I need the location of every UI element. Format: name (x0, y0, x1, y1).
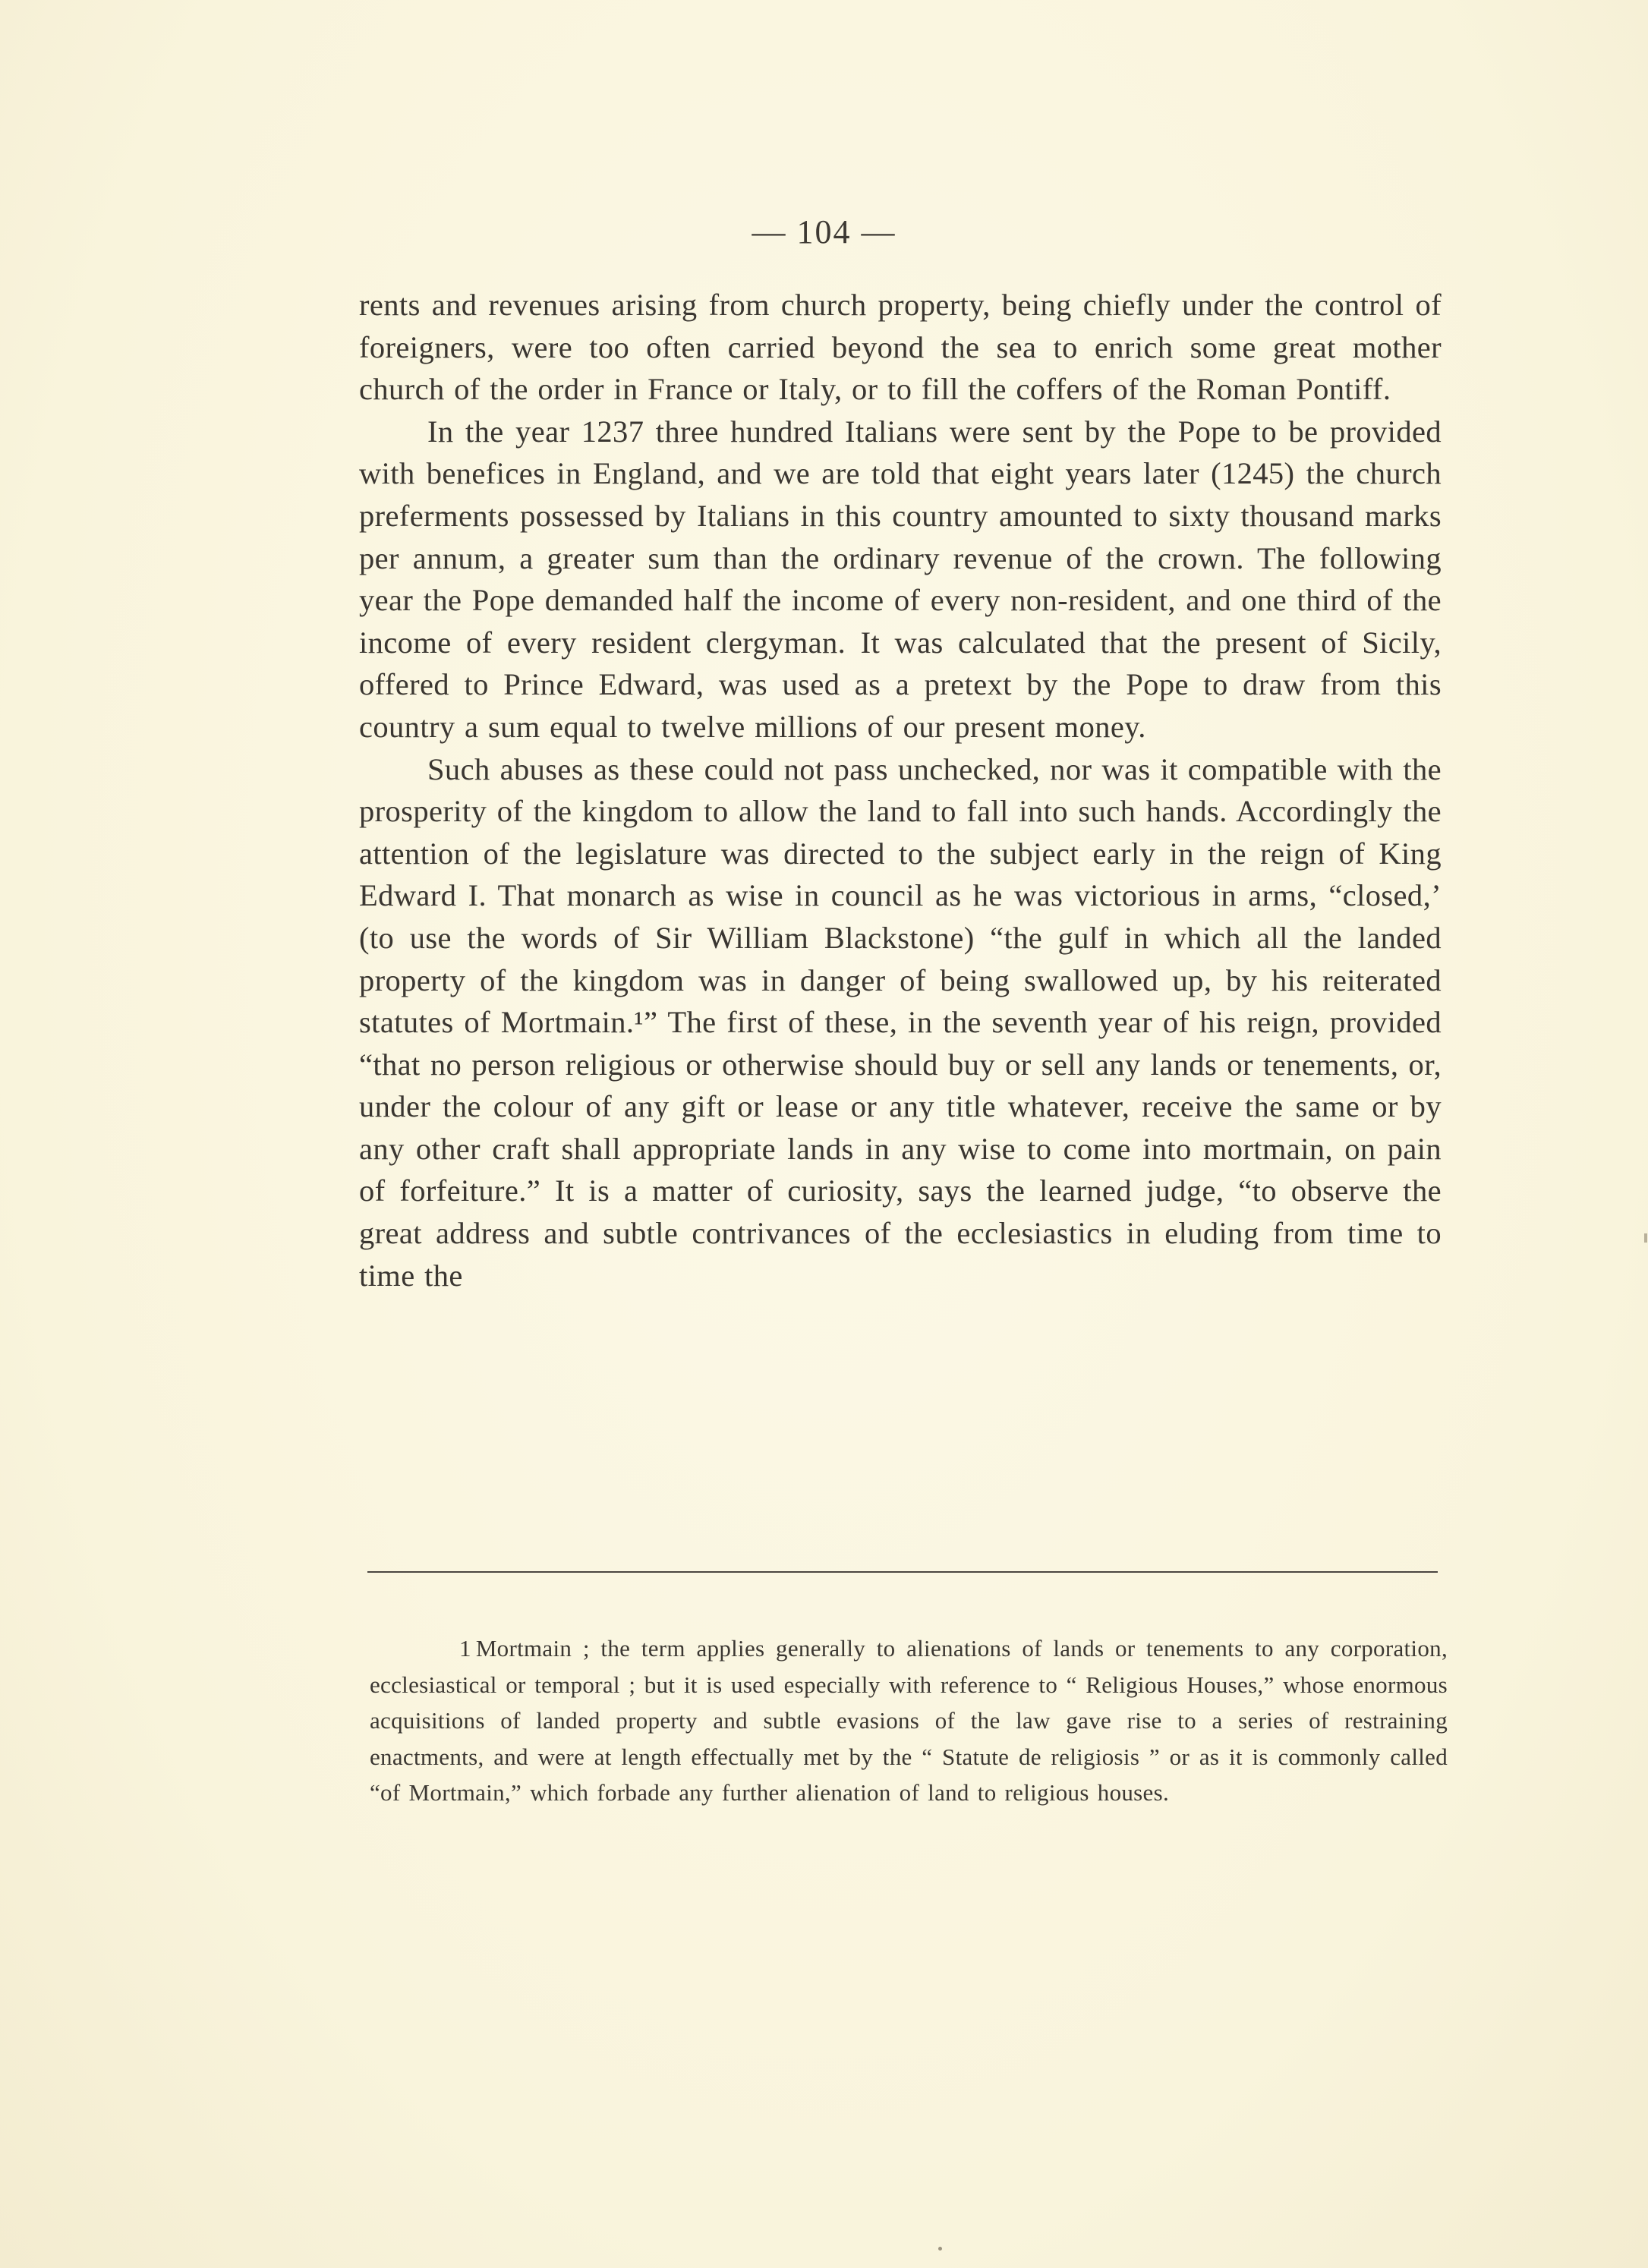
paragraph-3: Such abuses as these could not pass unchecked, nor was it compatible with the prosperity of the kingdom to allow the land to fall into such hands. Accordingly the attention of the legislature was directed to the subject early in the reign of King Edward I. That monarch as wise in council as he was victorious in arms, “closed,’ (to use the words of Sir William Blackstone) “the gulf in which all the landed property of the kingdom was in danger of being swallowed up, by his reiterated statutes of Mortmain.¹” The first of these, in the seventh year of his reign, provided “that no person religious or otherwise should buy or sell any lands or tenements, or, under the colour of any gift or lease or any title whatever, receive the same or by any other craft shall appropriate lands in any wise to come into mortmain, on pain of forfeiture.” It is a matter of curiosity, says the learned judge, “to observe the great address and subtle contrivances of the ecclesiastics in eluding from time to time the (359, 751, 1442, 1293)
footnote-marker: 1 (459, 1635, 471, 1662)
paragraph-2: In the year 1237 three hundred Italians were sent by the Pope to be provided with benefices in England, and we are told that eight years later (1245) the church preferments possessed by Italians in this country amounted to sixty thousand marks per annum, a greater sum than the ordinary revenue of the crown. The following year the Pope demanded half the income of every non-resident, and one third of the income of every resident clergyman. It was calculated that the present of Sicily, offered to Prince Edward, was used as a pretext by the Pope to draw from this country a sum equal to twelve millions of our present money. (359, 414, 1442, 744)
main-text (359, 284, 1442, 1296)
footnote-text: Mortmain ; the term applies generally to alienations of lands or tenements to any corporation, ecclesiastical or temporal ; but it is used especially with reference to “ Religious Houses,” whose enormous acquisitions of landed property and subtle evasions of the law gave rise to a series of restraining enactments, and were at length effectually met by the “ Statute de religiosis ” or as it is commonly called “of Mortmain,” which forbade any further alienation of land to religious houses. (370, 1635, 1448, 1806)
page-number: — 104 — (752, 213, 896, 250)
footnote-divider (367, 1571, 1438, 1573)
paper-speck (938, 2247, 942, 2251)
footnote (370, 1630, 1448, 1811)
paragraph-1: rents and revenues arising from church property, being chiefly under the control of foreigners, were too often carried beyond the sea to enrich some great mother church of the order in France or Italy, or to fill the coffers of the Roman Pontiff. (359, 288, 1442, 407)
paper-edge-mark (1644, 1233, 1647, 1243)
